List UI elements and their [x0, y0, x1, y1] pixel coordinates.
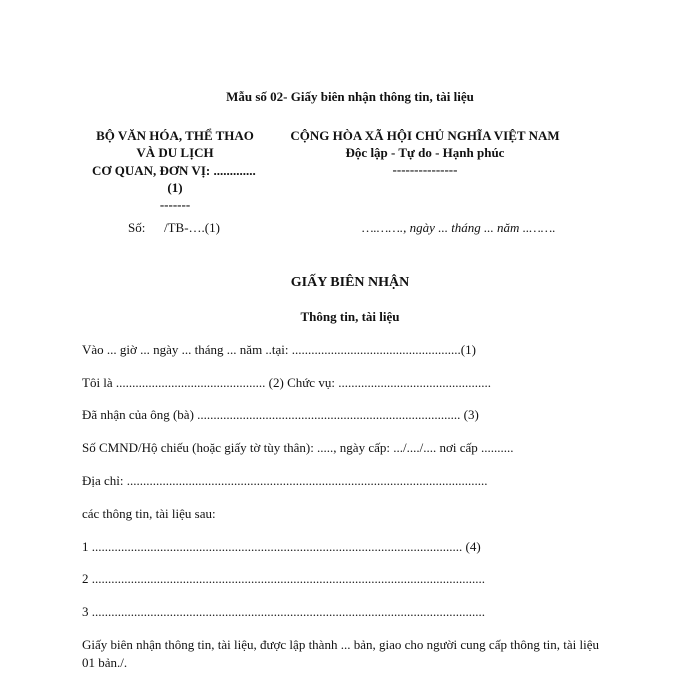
receiver-name-line: Tôi là .............................................. (2) Chức vụ: ............................................... — [82, 375, 491, 390]
form-title: Mẫu số 02- Giấy biên nhận thông tin, tài liệu — [226, 89, 474, 104]
address-line: Địa chỉ: ............................................................................................................... — [82, 473, 488, 488]
id-document-line: Số CMND/Hộ chiếu (hoặc giấy tờ tùy thân): ....., ngày cấp: .../..../.... nơi cấp .......... — [82, 440, 514, 455]
closing-paragraph: Giấy biên nhận thông tin, tài liệu, được lập thành ... bản, giao cho người cung cấp thông tin, tài liệu 01 bản./. — [82, 637, 600, 670]
national-line-1: CỘNG HÒA XÃ HỘI CHỦ NGHĨA VIỆT NAM — [290, 128, 560, 143]
agency-line-3: CƠ QUAN, ĐƠN VỊ: ............. — [92, 163, 256, 178]
items-intro: các thông tin, tài liệu sau: — [82, 506, 216, 521]
list-item: 1 .................................................................................................................. (4) — [82, 539, 481, 554]
date-line: ….……., ngày ... tháng ... năm ..……. — [362, 220, 556, 235]
national-line-2: Độc lập - Tự do - Hạnh phúc — [345, 145, 505, 160]
list-item: 2 ......................................................................................................................... — [82, 571, 485, 586]
list-item: 3 ......................................................................................................................... — [82, 604, 485, 619]
national-divider: --------------- — [392, 162, 458, 177]
agency-line-1: BỘ VĂN HÓA, THỂ THAO — [96, 128, 254, 143]
document-title: GIẤY BIÊN NHẬN — [290, 275, 410, 290]
agency-divider: ------- — [159, 197, 191, 212]
number-value: /TB-….(1) — [164, 220, 220, 235]
number-label: Số: — [128, 220, 146, 235]
agency-line-2: VÀ DU LỊCH — [136, 145, 214, 160]
agency-line-4: (1) — [167, 180, 183, 195]
document-subtitle: Thông tin, tài liệu — [300, 309, 400, 324]
received-from-line: Đã nhận của ông (bà) ................................................................................. (3) — [82, 407, 479, 422]
time-place-line: Vào ... giờ ... ngày ... tháng ... năm ..tại: ....................................................(1) — [82, 342, 476, 357]
